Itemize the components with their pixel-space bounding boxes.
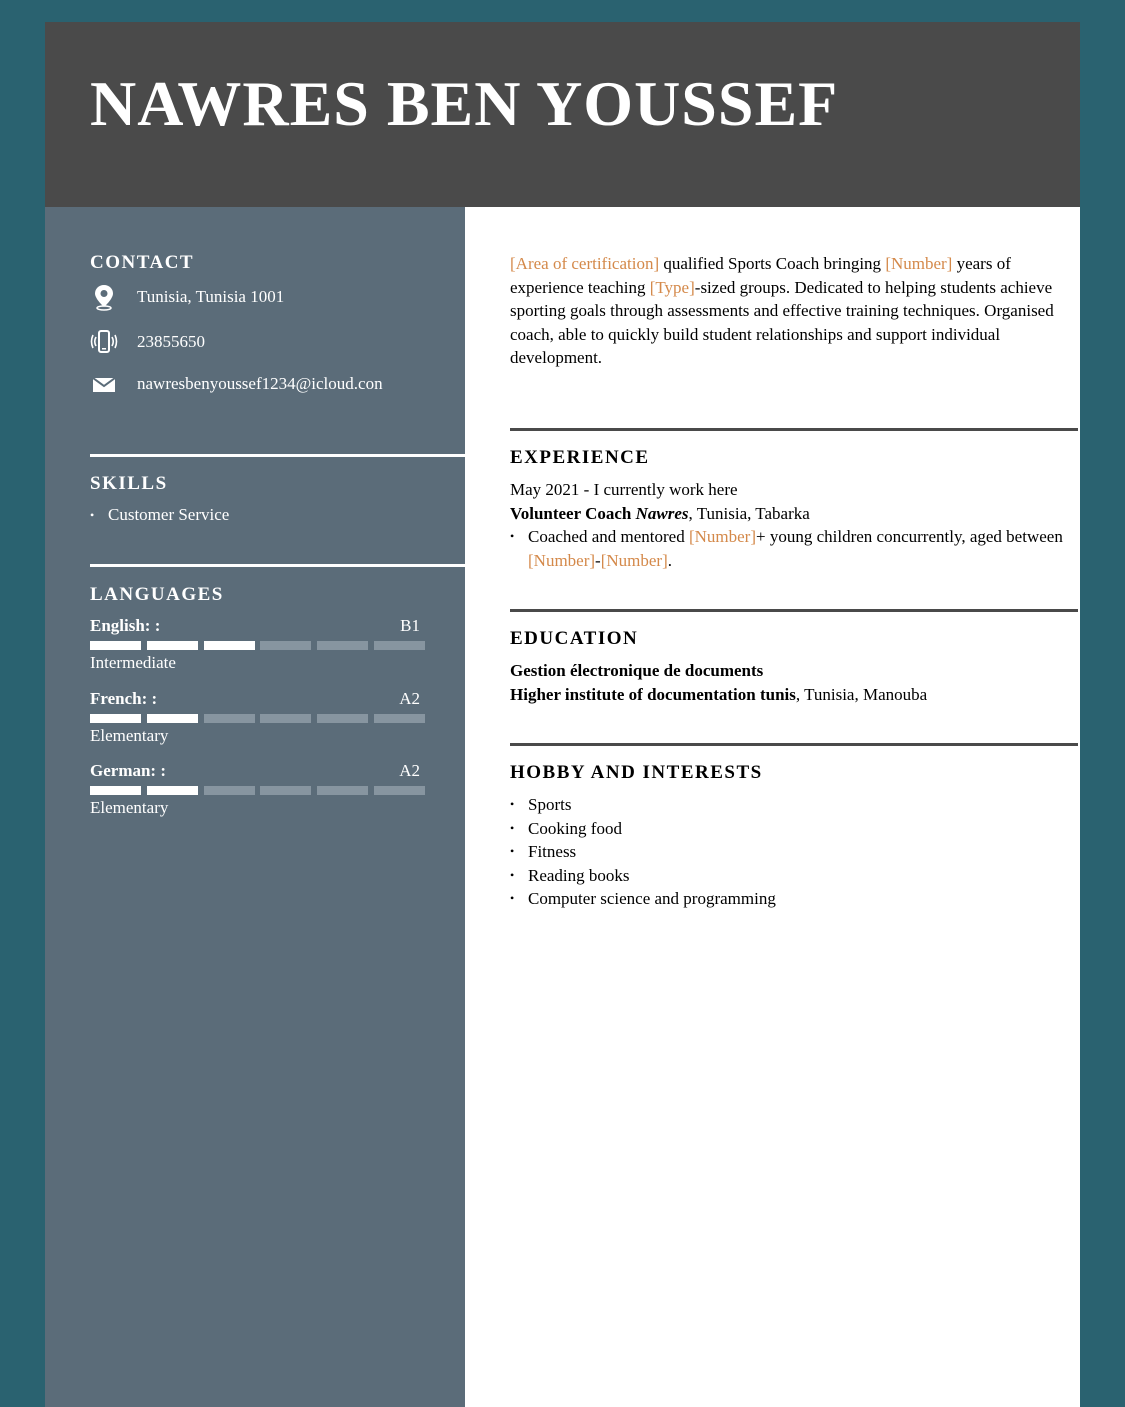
- language-level: A2: [399, 689, 420, 708]
- proficiency-segment: [374, 714, 425, 723]
- proficiency-segment: [90, 786, 141, 795]
- proficiency-segment: [147, 641, 198, 650]
- skill-item: • Customer Service: [90, 504, 229, 526]
- resume-header: [45, 22, 1080, 207]
- hobby-item: • Reading books: [510, 864, 1070, 888]
- address-text: Tunisia, Tunisia 1001: [137, 287, 285, 306]
- skills-list: [90, 504, 229, 526]
- skills-heading: SKILLS: [90, 473, 168, 494]
- placeholder-text: [Number]: [885, 254, 953, 273]
- mail-icon: [90, 370, 118, 398]
- sidebar-divider: [90, 564, 465, 567]
- resume-page: [45, 22, 1080, 1407]
- company-name: Nawres: [635, 504, 689, 523]
- proficiency-segment: [260, 641, 311, 650]
- proficiency-segment: [204, 786, 255, 795]
- contact-heading: CONTACT: [90, 252, 195, 273]
- language-german: [90, 760, 420, 820]
- language-description: Elementary: [90, 726, 169, 745]
- language-description: Elementary: [90, 798, 169, 817]
- proficiency-segment: [317, 714, 368, 723]
- language-name: German: :: [90, 761, 167, 780]
- language-description: Intermediate: [90, 653, 176, 672]
- placeholder-text: [Number]: [600, 550, 668, 570]
- phone-text: 23855650: [137, 332, 205, 351]
- experience-dates: May 2021 - I currently work here: [510, 480, 738, 499]
- experience-bullet: • Coached and mentored [Number]+ young children concurrently, aged between [Number]-[Number].: [510, 525, 1070, 572]
- hobby-item: • Computer science and programming: [510, 887, 1070, 911]
- section-divider: [510, 428, 1078, 431]
- location-pin-icon: [90, 283, 118, 311]
- school-location: , Tunisia, Manouba: [795, 685, 928, 704]
- placeholder-text: [Number]: [528, 550, 596, 570]
- degree-name: Gestion électronique de documents: [510, 661, 764, 680]
- job-title: Volunteer Coach: [510, 504, 632, 523]
- language-proficiency-bar: [90, 786, 420, 795]
- experience-heading: EXPERIENCE: [510, 447, 650, 468]
- candidate-name: NAWRES BEN YOUSSEF: [90, 68, 839, 139]
- language-level: A2: [399, 761, 420, 780]
- language-level: B1: [400, 616, 420, 635]
- proficiency-segment: [204, 714, 255, 723]
- language-proficiency-bar: [90, 714, 420, 723]
- language-english: [90, 615, 420, 675]
- proficiency-segment: [147, 714, 198, 723]
- education-heading: EDUCATION: [510, 628, 639, 649]
- contact-phone: [90, 328, 460, 356]
- hobby-item: • Sports: [510, 793, 1070, 817]
- proficiency-segment: [374, 786, 425, 795]
- proficiency-segment: [317, 786, 368, 795]
- proficiency-segment: [260, 786, 311, 795]
- education-school: [510, 683, 1070, 707]
- experience-bullets: [510, 525, 1070, 572]
- education-degree: [510, 659, 1070, 683]
- main-content: [465, 207, 1080, 1407]
- contact-email: [90, 370, 460, 398]
- proficiency-segment: [204, 641, 255, 650]
- email-text: nawresbenyoussef1234@icloud.con: [137, 374, 383, 393]
- section-divider: [510, 743, 1078, 746]
- language-proficiency-bar: [90, 641, 420, 650]
- summary-text: years of experience teaching: [510, 254, 1011, 297]
- proficiency-segment: [90, 641, 141, 650]
- hobby-item: • Cooking food: [510, 817, 1070, 841]
- summary-text: qualified Sports Coach bringing: [659, 254, 886, 273]
- language-name: French: :: [90, 689, 158, 708]
- experience-position: [510, 502, 1070, 526]
- language-name: English: :: [90, 616, 161, 635]
- professional-summary: [510, 252, 1080, 370]
- job-location: , Tunisia, Tabarka: [688, 504, 810, 523]
- proficiency-segment: [90, 714, 141, 723]
- proficiency-segment: [374, 641, 425, 650]
- languages-heading: LANGUAGES: [90, 584, 224, 605]
- placeholder-text: [Number]: [688, 527, 756, 546]
- sidebar-divider: [90, 454, 465, 457]
- proficiency-segment: [260, 714, 311, 723]
- summary-text: -sized groups. Dedicated to helping students achieve sporting goals through assessments and effective training techniques. Organised coach, able to quickly build student relationships and support individual development.: [510, 277, 1054, 367]
- placeholder-text: [Area of certification]: [510, 254, 660, 273]
- section-divider: [510, 609, 1078, 612]
- language-french: [90, 688, 420, 748]
- placeholder-text: [Type]: [649, 277, 695, 297]
- hobby-item: • Fitness: [510, 840, 1070, 864]
- hobbies-heading: HOBBY AND INTERESTS: [510, 762, 763, 783]
- sidebar: [45, 207, 465, 1407]
- proficiency-segment: [147, 786, 198, 795]
- proficiency-segment: [317, 641, 368, 650]
- hobbies-list: [510, 793, 1070, 911]
- phone-icon: [90, 328, 118, 356]
- contact-address: [90, 283, 460, 311]
- school-name: Higher institute of documentation tunis: [510, 685, 796, 704]
